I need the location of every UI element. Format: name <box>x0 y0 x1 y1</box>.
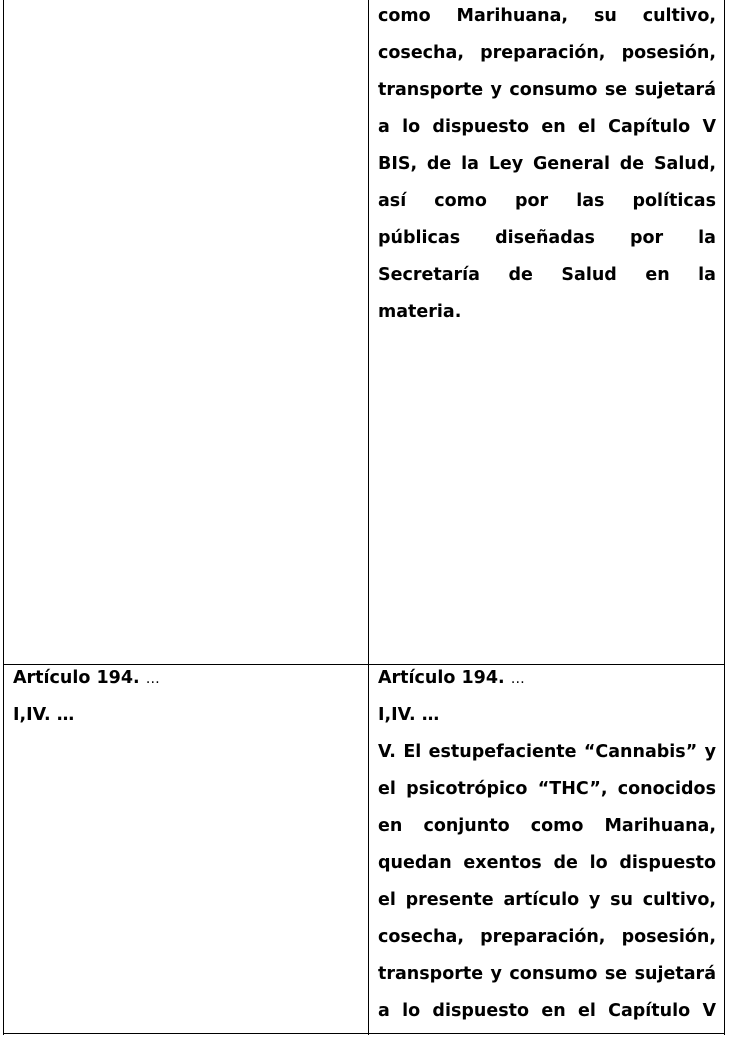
upper-right-cell <box>378 0 716 331</box>
fractions-line: I,IV. … <box>13 705 75 725</box>
article-title: Artículo 194. <box>13 668 140 688</box>
article-ellipsis: … <box>145 671 160 687</box>
article-ellipsis: … <box>510 671 525 687</box>
text-line: a lo dispuesto en el Capítulo V <box>378 117 716 137</box>
column-divider <box>368 0 369 1035</box>
text-line: en conjunto como Marihuana, <box>378 816 716 836</box>
text-line: públicas diseñadas por la <box>378 228 716 248</box>
fractions-line: I,IV. … <box>378 705 440 725</box>
lower-left-cell <box>13 660 363 734</box>
article-heading <box>378 660 716 697</box>
text-line: cosecha, preparación, posesión, <box>378 43 716 63</box>
text-line: cosecha, preparación, posesión, <box>378 927 716 947</box>
text-line: materia. <box>378 302 462 322</box>
lower-right-cell <box>378 660 716 1030</box>
text-line: Secretaría de Salud en la <box>378 265 716 285</box>
text-line: así como por las políticas <box>378 191 716 211</box>
text-line: transporte y consumo se sujetará <box>378 964 716 984</box>
text-line: el psicotrópico “THC”, conocidos <box>378 779 716 799</box>
text-line: V. El estupefaciente “Cannabis” y <box>378 742 716 762</box>
upper-left-cell <box>4 0 368 664</box>
text-line: el presente artículo y su cultivo, <box>378 890 716 910</box>
text-line: como Marihuana, su cultivo, <box>378 6 716 26</box>
table-bottom-border <box>3 1033 725 1034</box>
text-line: quedan exentos de lo dispuesto <box>378 853 716 873</box>
text-line: BIS, de la Ley General de Salud, <box>378 154 716 174</box>
comparison-table <box>3 0 726 1035</box>
text-line: transporte y consumo se sujetará <box>378 80 716 100</box>
article-heading <box>13 660 363 697</box>
table-right-border <box>724 0 725 1035</box>
article-title: Artículo 194. <box>378 668 505 688</box>
text-line: a lo dispuesto en el Capítulo V <box>378 1001 716 1021</box>
